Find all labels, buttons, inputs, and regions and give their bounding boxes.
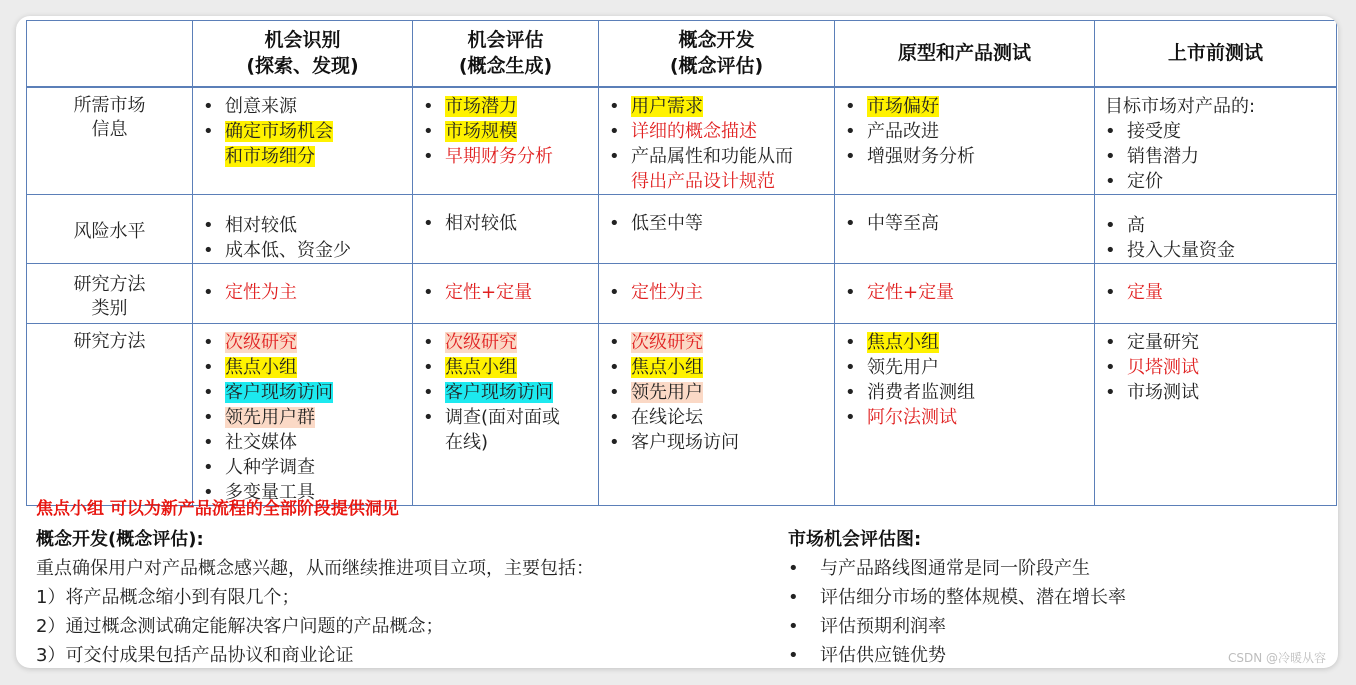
bullet-list bbox=[1095, 195, 1336, 263]
market-section-title: 市场机会评估图: bbox=[788, 529, 922, 550]
watermark: CSDN @冷暖从容 bbox=[1227, 651, 1326, 665]
list-item: • 客户现场访问 bbox=[609, 430, 830, 455]
list-item: • 定价 bbox=[1105, 169, 1332, 194]
list-item: • 贝塔测试 bbox=[1105, 355, 1332, 380]
concept-line: 1）将产品概念缩小到有限几个； bbox=[36, 587, 300, 608]
list-item: • 领先用户 bbox=[609, 380, 830, 405]
bullet-list bbox=[835, 195, 1094, 236]
header-pre-launch-testing: 上市前测试 bbox=[1095, 21, 1337, 87]
list-item: • 次级研究 bbox=[203, 330, 408, 355]
table-cell bbox=[413, 87, 599, 195]
bullet-list bbox=[1095, 264, 1336, 305]
row-label: 研究方法 bbox=[27, 324, 193, 506]
list-item: • 接受度 bbox=[1105, 119, 1332, 144]
list-item: • 相对较低 bbox=[203, 213, 408, 238]
table-cell bbox=[835, 324, 1095, 506]
table-cell bbox=[193, 87, 413, 195]
list-item: • 增强财务分析 bbox=[845, 144, 1090, 169]
list-item: • 定性+定量 bbox=[423, 280, 594, 305]
list-item: • 投入大量资金 bbox=[1105, 238, 1332, 263]
list-item: • 相对较低 bbox=[423, 211, 594, 236]
list-item: • 焦点小组 bbox=[423, 355, 594, 380]
table-cell bbox=[1095, 195, 1337, 264]
bullet-list bbox=[413, 264, 598, 305]
market-research-table bbox=[26, 20, 1337, 506]
concept-development-section bbox=[36, 526, 756, 668]
list-item: • 详细的概念描述 bbox=[609, 119, 830, 144]
list-item: • 定性为主 bbox=[609, 280, 830, 305]
list-item: • 定量研究 bbox=[1105, 330, 1332, 355]
list-item: • 领先用户 bbox=[845, 355, 1090, 380]
cell-intro: 目标市场对产品的: bbox=[1105, 95, 1256, 117]
bullet-list bbox=[1095, 324, 1336, 405]
row-market-info bbox=[27, 87, 1337, 195]
list-item: • 次级研究 bbox=[609, 330, 830, 355]
table-cell bbox=[1095, 264, 1337, 324]
header-opportunity-identification: 机会识别 (探索、发现) bbox=[193, 21, 413, 87]
bullet-list bbox=[413, 324, 598, 455]
market-bullet: • 评估细分市场的整体规模、潜在增长率 bbox=[788, 587, 1126, 608]
bullet-list bbox=[413, 88, 598, 169]
table-cell bbox=[413, 324, 599, 506]
list-item: • 定性+定量 bbox=[845, 280, 1090, 305]
concept-section-title: 概念开发(概念评估): bbox=[36, 529, 204, 550]
list-item: • 在线论坛 bbox=[609, 405, 830, 430]
list-item: • 早期财务分析 bbox=[423, 144, 594, 169]
bullet-list bbox=[599, 264, 834, 305]
table-cell bbox=[835, 264, 1095, 324]
list-item: • 产品改进 bbox=[845, 119, 1090, 144]
header-prototype-testing: 原型和产品测试 bbox=[835, 21, 1095, 87]
market-bullet: • 与产品路线图通常是同一阶段产生 bbox=[788, 558, 1090, 579]
bullet-list bbox=[193, 324, 412, 505]
table-cell bbox=[599, 264, 835, 324]
list-item: • 销售潜力 bbox=[1105, 144, 1332, 169]
header-opportunity-evaluation: 机会评估 (概念生成) bbox=[413, 21, 599, 87]
row-label: 研究方法 类别 bbox=[27, 264, 193, 324]
list-item: • 高 bbox=[1105, 213, 1332, 238]
header-concept-development: 概念开发 (概念评估) bbox=[599, 21, 835, 87]
list-item: • 调查(面对面或 在线) bbox=[423, 405, 594, 455]
table-cell bbox=[599, 324, 835, 506]
list-item: • 低至中等 bbox=[609, 211, 830, 236]
table-cell bbox=[599, 87, 835, 195]
list-item: • 成本低、资金少 bbox=[203, 238, 408, 263]
list-item: • 客户现场访问 bbox=[203, 380, 408, 405]
row-risk-level bbox=[27, 195, 1337, 264]
bullet-list bbox=[599, 88, 834, 194]
list-item: • 市场潜力 bbox=[423, 94, 594, 119]
focus-group-note: 焦点小组 可以为新产品流程的全部阶段提供洞见 bbox=[36, 499, 399, 519]
table-cell bbox=[599, 195, 835, 264]
list-item: • 领先用户群 bbox=[203, 405, 408, 430]
concept-line: 3）可交付成果包括产品协议和商业论证 bbox=[36, 645, 354, 666]
table-cell bbox=[413, 195, 599, 264]
list-item: • 焦点小组 bbox=[845, 330, 1090, 355]
row-label: 风险水平 bbox=[27, 195, 193, 264]
bullet-list bbox=[193, 88, 412, 169]
list-item: • 阿尔法测试 bbox=[845, 405, 1090, 430]
list-item: • 消费者监测组 bbox=[845, 380, 1090, 405]
header-row bbox=[27, 21, 1337, 87]
list-item: • 焦点小组 bbox=[609, 355, 830, 380]
list-item: • 客户现场访问 bbox=[423, 380, 594, 405]
table-cell bbox=[193, 324, 413, 506]
market-opportunity-section bbox=[788, 526, 1288, 668]
list-item: • 中等至高 bbox=[845, 211, 1090, 236]
list-item: • 人种学调查 bbox=[203, 455, 408, 480]
list-item: • 用户需求 bbox=[609, 94, 830, 119]
list-item: • 定量 bbox=[1105, 280, 1332, 305]
bullet-list bbox=[599, 195, 834, 236]
row-research-methods bbox=[27, 324, 1337, 506]
list-item: • 市场规模 bbox=[423, 119, 594, 144]
concept-line: 2）通过概念测试确定能解决客户问题的产品概念； bbox=[36, 616, 444, 637]
bullet-list bbox=[1095, 119, 1336, 194]
market-bullet: • 评估供应链优势 bbox=[788, 645, 946, 666]
bullet-list bbox=[599, 324, 834, 455]
list-item: • 产品属性和功能从而 得出产品设计规范 bbox=[609, 144, 830, 194]
table-cell bbox=[835, 195, 1095, 264]
table-cell bbox=[193, 264, 413, 324]
table-cell bbox=[1095, 324, 1337, 506]
table-cell bbox=[835, 87, 1095, 195]
bullet-list bbox=[193, 264, 412, 305]
list-item: • 次级研究 bbox=[423, 330, 594, 355]
bullet-list bbox=[835, 88, 1094, 169]
content-card bbox=[16, 16, 1338, 668]
table-cell bbox=[193, 195, 413, 264]
row-method-category bbox=[27, 264, 1337, 324]
bullet-list bbox=[413, 195, 598, 236]
list-item: • 市场测试 bbox=[1105, 380, 1332, 405]
bullet-list bbox=[835, 264, 1094, 305]
list-item: • 社交媒体 bbox=[203, 430, 408, 455]
header-empty-cell bbox=[27, 21, 193, 87]
concept-line: 重点确保用户对产品概念感兴趣，从而继续推进项目立项，主要包括： bbox=[36, 558, 594, 579]
list-item: • 确定市场机会 和市场细分 bbox=[203, 119, 408, 169]
market-bullet: • 评估预期利润率 bbox=[788, 616, 946, 637]
table-cell bbox=[1095, 87, 1337, 195]
table-cell bbox=[413, 264, 599, 324]
list-item: • 多变量工具 bbox=[203, 480, 408, 505]
bullet-list bbox=[835, 324, 1094, 430]
list-item: • 市场偏好 bbox=[845, 94, 1090, 119]
list-item: • 定性为主 bbox=[203, 280, 408, 305]
list-item: • 创意来源 bbox=[203, 94, 408, 119]
row-label: 所需市场 信息 bbox=[27, 87, 193, 195]
bullet-list bbox=[193, 195, 412, 263]
list-item: • 焦点小组 bbox=[203, 355, 408, 380]
